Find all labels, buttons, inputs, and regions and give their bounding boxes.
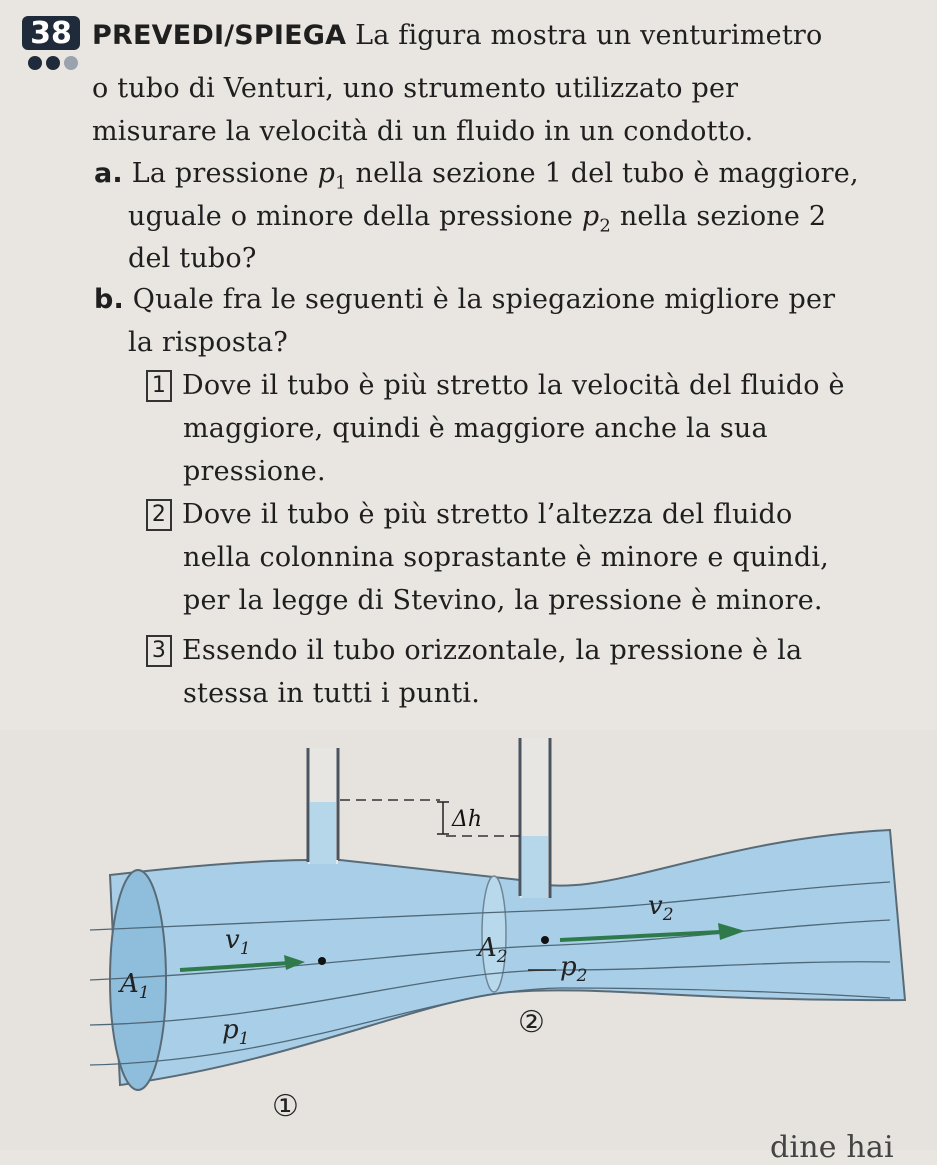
a2-subscript: 2 xyxy=(496,947,508,967)
option-1-line-3: pressione. xyxy=(183,456,326,487)
delta-h-label: Δh xyxy=(452,807,483,832)
question-a-text: nella sezione 2 xyxy=(611,201,827,232)
a1-subscript: 1 xyxy=(138,983,150,1003)
p2-subscript: 2 xyxy=(599,215,612,237)
question-b-letter: b. xyxy=(94,284,124,315)
v1-subscript: 1 xyxy=(239,939,251,959)
question-a-text: uguale o minore della pressione xyxy=(128,201,582,232)
question-a-letter: a. xyxy=(94,158,123,189)
p1-figure-subscript: 1 xyxy=(238,1029,250,1049)
p2-figure-subscript: 2 xyxy=(576,966,588,986)
v1-symbol: v xyxy=(225,925,240,955)
option-1-line-2: maggiore, quindi è maggiore anche la sua xyxy=(183,413,768,444)
option-1-text: Dove il tubo è più stretto la velocità del fluido è xyxy=(182,370,845,401)
question-a-line-2 xyxy=(128,201,826,236)
option-2-line-2: nella colonnina soprastante è minore e quindi, xyxy=(183,542,829,573)
intro-text: La figura mostra un venturimetro xyxy=(355,20,823,51)
left-column-fluid xyxy=(310,802,336,864)
option-3-line-2: stessa in tutti i punti. xyxy=(183,678,480,709)
v2-point xyxy=(541,936,549,944)
v1-point xyxy=(318,957,326,965)
question-a-line-1 xyxy=(94,158,859,193)
difficulty-dot-empty xyxy=(64,56,78,70)
exercise-number-badge: 38 xyxy=(22,16,80,50)
difficulty-dot xyxy=(46,56,60,70)
option-3-text: Essendo il tubo orizzontale, la pressione è la xyxy=(182,635,803,666)
difficulty-dot xyxy=(28,56,42,70)
question-a-text: nella sezione 1 del tubo è maggiore, xyxy=(346,158,859,189)
option-2-number: 2 xyxy=(146,499,172,531)
option-1-number: 1 xyxy=(146,370,172,402)
question-a-text: La pressione xyxy=(131,158,318,189)
question-b-text: Quale fra le seguenti è la spiegazione migliore per xyxy=(132,284,836,315)
p1-figure-symbol: p xyxy=(222,1015,239,1045)
p2-figure-symbol: p xyxy=(560,952,577,982)
option-2-text: Dove il tubo è più stretto l’altezza del fluido xyxy=(182,499,793,530)
p1-symbol: p xyxy=(317,158,336,189)
question-b-line-2: la risposta? xyxy=(128,327,288,358)
option-1-line-1 xyxy=(146,370,845,402)
option-3-number: 3 xyxy=(146,635,172,667)
section-2-label: ② xyxy=(518,1005,545,1040)
intro-line-3: misurare la velocità di un fluido in un condotto. xyxy=(92,116,754,147)
next-page-text-fragment: dine hai xyxy=(770,1130,894,1165)
option-2-line-1 xyxy=(146,499,793,531)
a1-symbol: A xyxy=(120,969,139,999)
v2-subscript: 2 xyxy=(662,905,674,925)
difficulty-dots xyxy=(28,56,78,70)
question-b-line-1 xyxy=(94,284,835,315)
exercise-tag: PREVEDI/SPIEGA xyxy=(92,20,347,51)
v2-symbol: v xyxy=(648,891,663,921)
p2-symbol: p xyxy=(581,201,600,232)
section-1-label: ① xyxy=(272,1089,299,1124)
a2-symbol: A xyxy=(478,933,497,963)
venturi-figure xyxy=(0,730,937,1150)
option-2-line-3: per la legge di Stevino, la pressione è minore. xyxy=(183,585,823,616)
intro-line-1 xyxy=(92,20,822,51)
option-3-line-1 xyxy=(146,635,802,667)
p1-subscript: 1 xyxy=(335,172,347,194)
right-column-fluid xyxy=(522,836,548,898)
question-a-line-3: del tubo? xyxy=(128,243,257,274)
intro-line-2: o tubo di Venturi, uno strumento utilizzato per xyxy=(92,73,739,104)
